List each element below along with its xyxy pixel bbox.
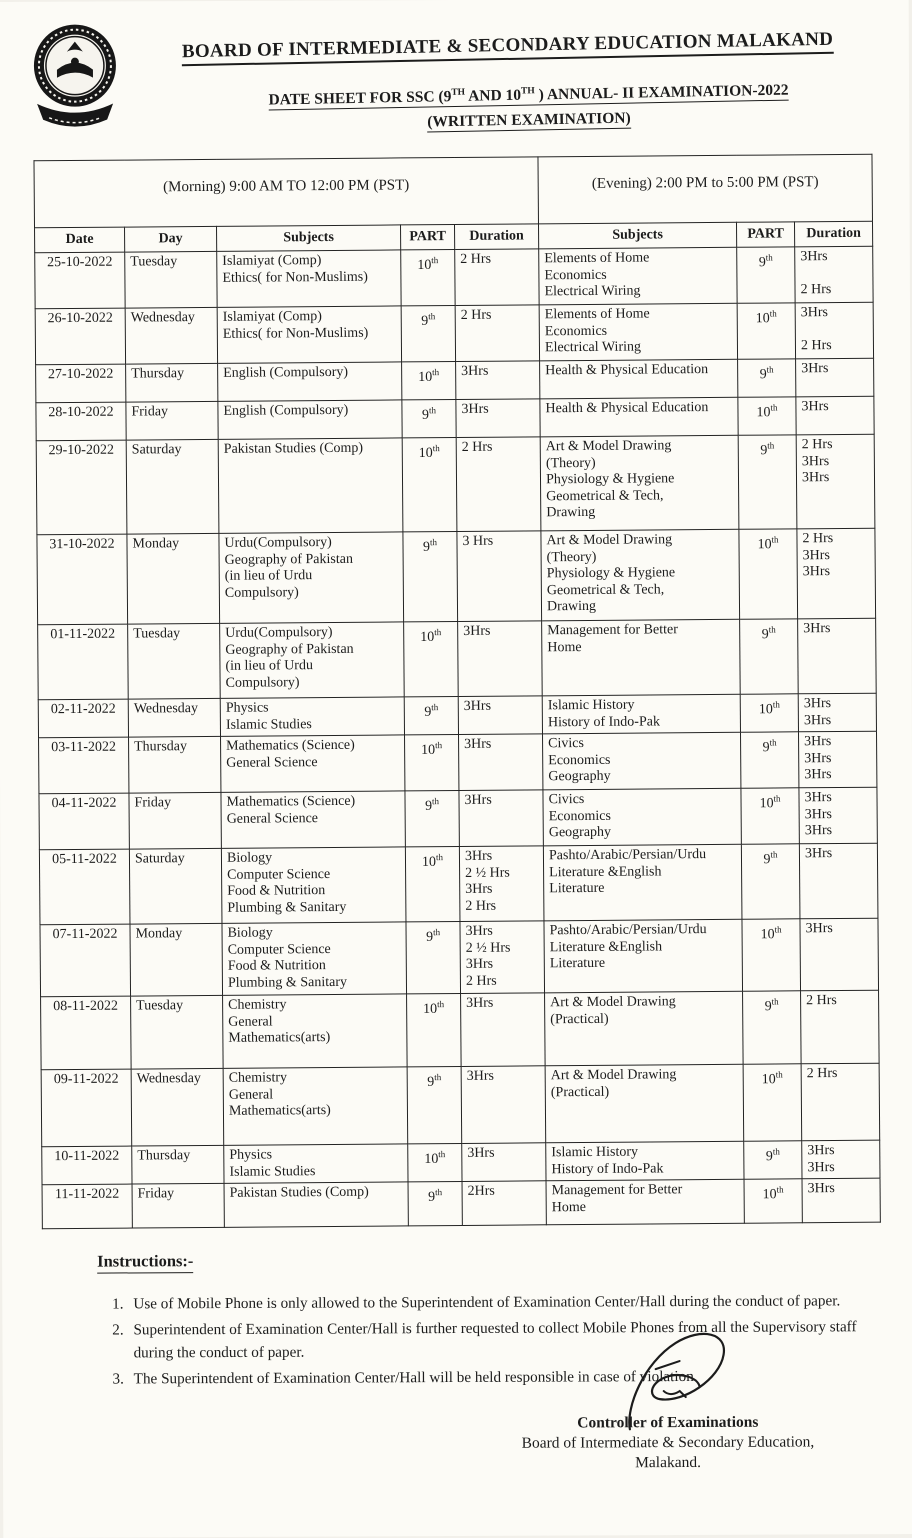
morning-duration-cell: 3Hrs 2 ½ Hrs 3Hrs 2 Hrs [459,846,544,922]
day-cell: Tuesday [128,624,221,700]
evening-part-cell: 10th [744,1179,802,1223]
day-cell: Friday [126,402,218,441]
morning-part-cell: 9th [405,791,459,847]
evening-duration-cell: 3Hrs 2 Hrs [795,246,873,303]
evening-part-cell: 9th [740,619,799,694]
morning-duration-cell: 2 Hrs [456,437,541,532]
table-row [41,990,880,1070]
evening-duration-cell: 2 Hrs 3Hrs 3Hrs [797,528,876,619]
morning-part-cell: 9th [404,697,458,735]
datesheet-body [35,246,881,1229]
evening-subjects-cell: Elements of Home Economics Electrical Wiring [539,303,737,361]
evening-subjects-cell: Civics Economics Geography [543,788,741,846]
evening-part-cell: 9th [737,247,795,303]
evening-part-cell: 9th [738,359,796,397]
morning-part-cell: 9th [401,306,455,362]
evening-duration-cell: 3Hrs [799,843,878,919]
morning-duration-cell: 3Hrs [461,1066,546,1144]
morning-duration-cell: 3Hrs [458,621,543,697]
evening-subjects-cell: Health & Physical Education [540,397,738,437]
day-cell: Friday [132,1183,224,1228]
morning-subjects-cell: Pakistan Studies (Comp) [224,1182,408,1227]
evening-subjects-cell: Pashto/Arabic/Persian/Urdu Literature &English Literature [543,844,742,921]
date-cell: 09-11-2022 [41,1069,132,1147]
morning-subjects-cell: English (Compulsory) [218,400,402,439]
morning-duration-cell: 2Hrs [462,1181,546,1226]
table-row [35,246,873,309]
evening-duration-cell: 2 Hrs 3Hrs 3Hrs [796,434,875,529]
document-header [0,0,910,140]
signature-block [452,1328,883,1473]
evening-part-cell: 9th [741,844,800,919]
morning-part-cell: 10th [402,362,456,400]
morning-subjects-cell: Urdu(Compulsory) Geography of Pakistan (in lieu of Urdu Compulsory) [219,532,404,623]
morning-part-cell: 10th [404,622,459,697]
evening-duration-cell: 3Hrs 3Hrs 3Hrs [799,731,877,788]
table-row [37,528,876,625]
morning-subjects-cell: Chemistry General Mathematics(arts) [223,1067,408,1145]
evening-duration-cell: 3Hrs [796,358,874,397]
date-cell: 10-11-2022 [42,1146,132,1185]
evening-duration-cell: 3Hrs 2 Hrs [795,302,873,359]
col-header-duration-morning: Duration [454,224,538,250]
document-subtitle-2: (WRITTEN EXAMINATION) [427,109,631,131]
evening-part-cell: 9th [741,732,799,788]
morning-duration-cell: 3Hrs [456,399,540,438]
morning-duration-cell: 2 Hrs [455,305,539,362]
day-cell: Monday [130,924,223,997]
evening-subjects-cell: Management for Better Home [542,619,741,696]
morning-duration-cell: 3 Hrs [457,531,542,622]
evening-part-cell: 10th [737,303,795,359]
evening-subjects-cell: Health & Physical Education [540,359,738,399]
morning-part-cell: 10th [401,250,455,306]
morning-part-cell: 10th [408,1144,462,1182]
date-cell: 31-10-2022 [37,534,128,625]
morning-duration-cell: 3Hrs 2 ½ Hrs 3Hrs 2 Hrs [460,921,545,994]
morning-subjects-cell: Islamiyat (Comp) Ethics( for Non-Muslims) [217,306,401,363]
table-row [42,1178,880,1229]
evening-duration-cell: 2 Hrs [801,990,880,1064]
date-cell: 04-11-2022 [39,793,129,850]
date-cell: 28-10-2022 [36,402,126,441]
day-cell: Wednesday [125,308,217,365]
morning-duration-cell: 2 Hrs [455,249,539,306]
table-row [36,434,875,535]
morning-part-cell: 9th [402,400,456,438]
morning-duration-cell: 3Hrs [462,1143,546,1182]
morning-subjects-cell: English (Compulsory) [218,362,402,401]
morning-subjects-cell: Mathematics (Science) General Science [221,735,405,792]
evening-subjects-cell: Elements of Home Economics Electrical Wiring [539,247,737,305]
evening-duration-cell: 3Hrs [798,618,877,694]
morning-subjects-cell: Biology Computer Science Food & Nutrition Plumbing & Sanitary [222,922,407,995]
morning-session-header: (Morning) 9:00 AM TO 12:00 PM (PST) [34,157,539,228]
page-title: BOARD OF INTERMEDIATE & SECONDARY EDUCATION MALAKAND [146,28,868,64]
session-header-row [34,154,873,228]
morning-part-cell: 9th [407,1067,462,1144]
morning-part-cell: 9th [406,922,461,994]
evening-subjects-cell: Islamic History History of Indo-Pak [546,1141,744,1181]
col-header-part-evening: PART [737,222,795,247]
day-cell: Monday [127,534,220,625]
evening-subjects-cell: Civics Economics Geography [543,732,741,790]
signatory-title: Controller of Examinations [577,1413,759,1432]
morning-duration-cell: 3Hrs [459,734,543,791]
day-cell: Friday [129,793,221,850]
morning-part-cell: 10th [405,847,460,922]
col-header-date: Date [35,227,125,253]
evening-duration-cell: 3Hrs 3Hrs [802,1140,880,1179]
morning-part-cell: 10th [402,438,457,532]
table-row [41,1063,880,1147]
evening-duration-cell: 3Hrs [796,396,874,435]
evening-part-cell: 10th [741,788,799,844]
table-row [40,918,879,997]
datesheet-table [33,154,880,1230]
table-row [39,843,878,925]
evening-subjects-cell: Art & Model Drawing (Practical) [545,1064,744,1143]
table-row [38,618,877,700]
date-cell: 29-10-2022 [36,440,127,535]
date-cell: 08-11-2022 [41,996,132,1070]
morning-duration-cell: 3Hrs [461,993,546,1067]
date-cell: 03-11-2022 [39,737,129,794]
day-cell: Tuesday [125,252,217,309]
date-cell: 01-11-2022 [38,624,129,700]
evening-duration-cell: 3Hrs 3Hrs [798,693,876,732]
evening-part-cell: 10th [742,919,801,991]
evening-part-cell: 9th [743,991,802,1064]
instruction-item: 2. Superintendent of Examination Center/Hall is further requested to collect Mobile Phones from all the Supervisory staff during the conduct of paper. [127,1316,894,1365]
morning-subjects-cell: Urdu(Compulsory) Geography of Pakistan (in lieu of Urdu Compulsory) [220,622,405,698]
morning-part-cell: 10th [407,994,462,1067]
morning-part-cell: 10th [405,735,459,791]
date-cell: 11-11-2022 [42,1184,132,1229]
morning-duration-cell: 3Hrs [458,696,542,735]
morning-subjects-cell: Pakistan Studies (Comp) [218,438,403,533]
morning-subjects-cell: Chemistry General Mathematics(arts) [223,994,408,1068]
document-subtitle: DATE SHEET FOR SSC (9TH AND 10TH ) ANNUAL- II EXAMINATION-2022 [268,81,789,109]
date-cell: 26-10-2022 [35,308,125,365]
col-header-day: Day [125,227,217,253]
signatory-city: Malakand. [635,1453,701,1472]
date-cell: 25-10-2022 [35,252,125,309]
evening-part-cell: 10th [739,529,798,619]
morning-subjects-cell: Physics Islamic Studies [220,697,404,736]
evening-duration-cell: 2 Hrs [801,1063,880,1141]
date-cell: 05-11-2022 [39,849,130,925]
evening-part-cell: 10th [740,694,798,732]
date-cell: 07-11-2022 [40,924,131,997]
evening-duration-cell: 3Hrs [802,1178,880,1223]
table-row [35,302,873,365]
morning-duration-cell: 3Hrs [456,361,540,400]
morning-subjects-cell: Biology Computer Science Food & Nutrition Plumbing & Sanitary [221,847,406,923]
date-cell: 27-10-2022 [36,364,126,403]
morning-subjects-cell: Islamiyat (Comp) Ethics( for Non-Muslims) [217,250,401,307]
evening-duration-cell: 3Hrs [800,918,879,991]
morning-subjects-cell: Physics Islamic Studies [224,1144,408,1183]
evening-subjects-cell: Art & Model Drawing (Theory) Physiology & Hygiene Geometrical & Tech, Drawing [540,435,739,531]
col-header-part-morning: PART [401,225,455,250]
day-cell: Thursday [132,1145,224,1184]
evening-subjects-cell: Art & Model Drawing (Practical) [545,991,744,1066]
instructions-heading: Instructions:- [97,1251,193,1273]
evening-part-cell: 10th [738,397,796,435]
col-header-subjects-morning: Subjects [217,225,401,251]
morning-subjects-cell: Mathematics (Science) General Science [221,791,405,848]
day-cell: Saturday [126,440,219,535]
day-cell: Wednesday [128,699,220,738]
day-cell: Saturday [129,849,222,925]
evening-subjects-cell: Pashto/Arabic/Persian/Urdu Literature &English Literature [544,919,743,993]
evening-part-cell: 9th [744,1141,802,1179]
evening-duration-cell: 3Hrs 3Hrs 3Hrs [799,787,877,844]
col-header-duration-evening: Duration [795,221,873,247]
morning-part-cell: 9th [408,1182,462,1226]
instruction-item: 3. The Superintendent of Examination Center/Hall will be held responsible in case of violation. [128,1365,895,1391]
evening-subjects-cell: Management for Better Home [546,1179,744,1225]
morning-part-cell: 9th [403,532,458,622]
date-cell: 02-11-2022 [38,699,128,738]
evening-part-cell: 10th [743,1064,802,1141]
table-row [39,787,877,850]
evening-session-header: (Evening) 2:00 PM to 5:00 PM (PST) [538,154,873,224]
day-cell: Tuesday [131,996,224,1070]
signatory-organization: Board of Intermediate & Secondary Education, [521,1433,815,1452]
table-row [39,731,877,794]
instruction-item: 1. Use of Mobile Phone is only allowed to the Superintendent of Examination Center/Hall during the conduct of paper. [127,1290,894,1316]
evening-subjects-cell: Islamic History History of Indo-Pak [542,694,740,734]
evening-part-cell: 9th [738,435,797,529]
evening-subjects-cell: Art & Model Drawing (Theory) Physiology & Hygiene Geometrical & Tech, Drawing [541,529,740,621]
morning-duration-cell: 3Hrs [459,790,543,847]
day-cell: Thursday [126,364,218,403]
col-header-subjects-evening: Subjects [539,222,737,249]
day-cell: Thursday [129,737,221,794]
day-cell: Wednesday [131,1069,224,1147]
